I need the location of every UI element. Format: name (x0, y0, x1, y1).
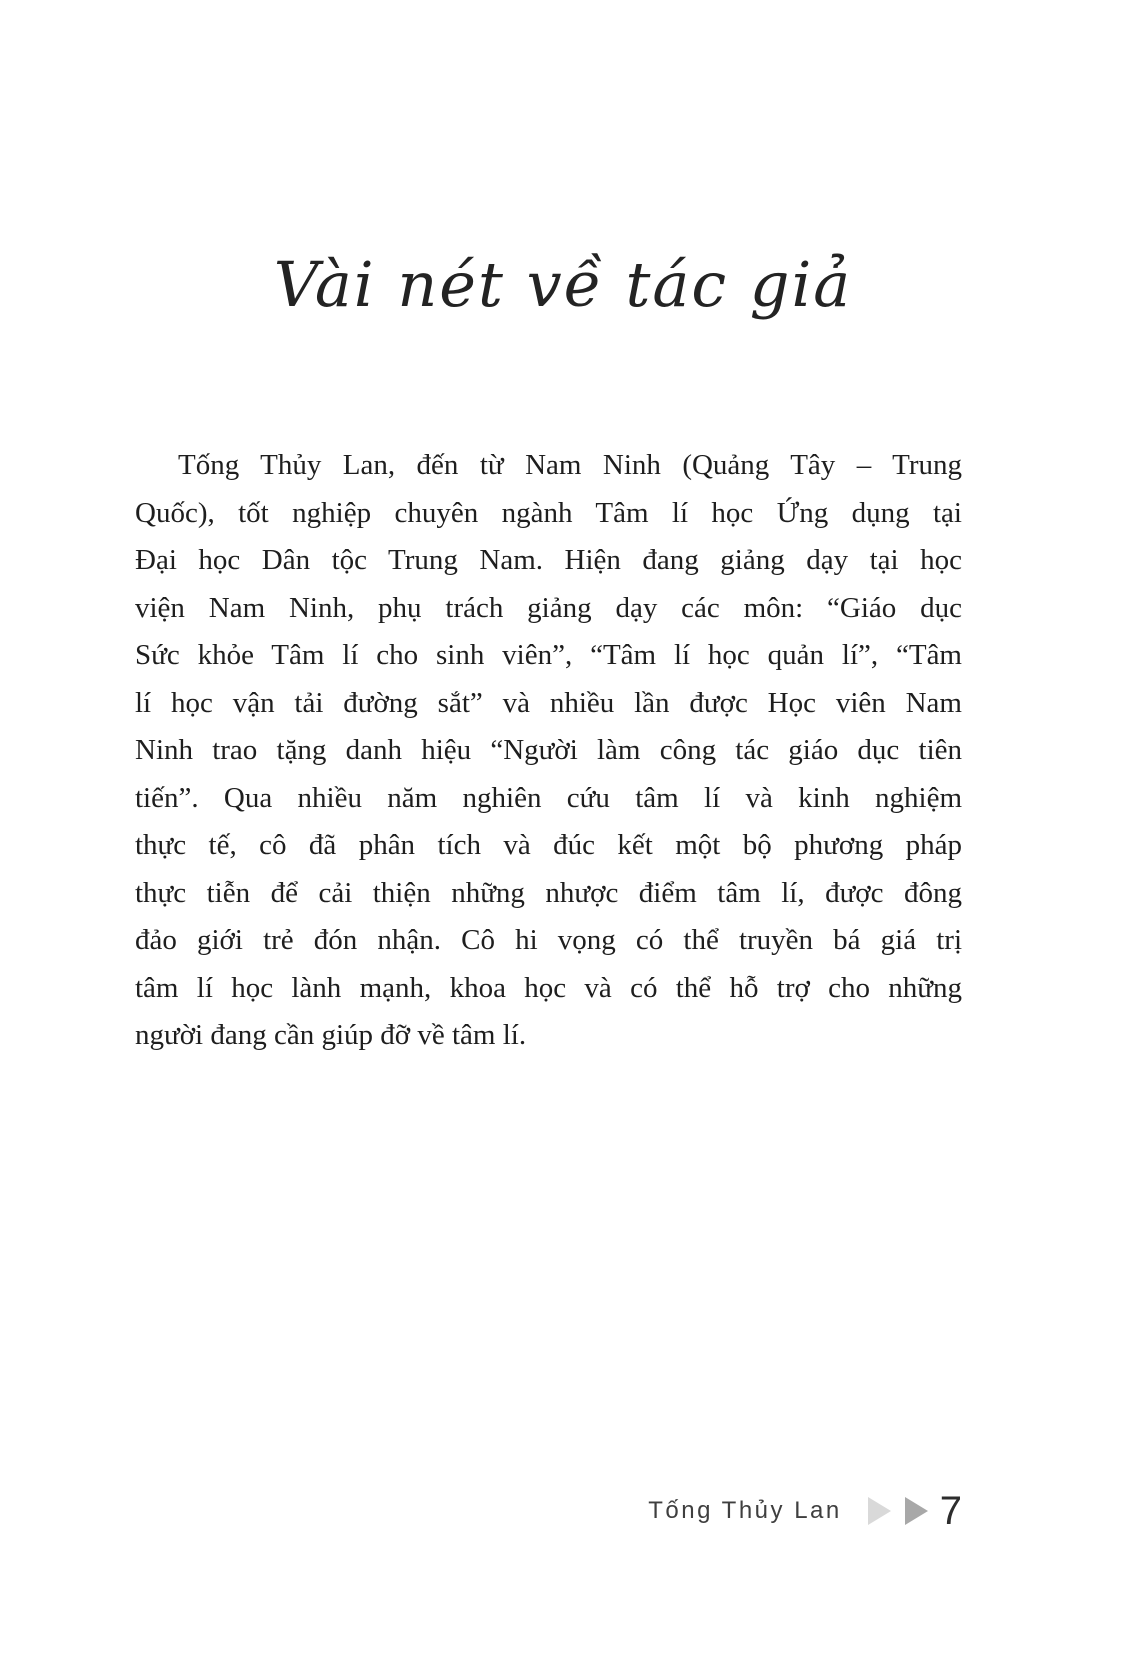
page-number: 7 (939, 1489, 962, 1533)
paragraph-line: tiến”. Qua nhiều năm nghiên cứu tâm lí và kinh nghiệm (135, 781, 962, 814)
paragraph-line: Đại học Dân tộc Trung Nam. Hiện đang giảng dạy tại học (135, 544, 962, 576)
footer-author-name: Tống Thủy Lan (648, 1497, 842, 1524)
triangle-right-icon (868, 1497, 891, 1525)
page-footer (648, 1488, 962, 1534)
paragraph-line: viện Nam Ninh, phụ trách giảng dạy các môn: “Giáo dục (135, 591, 962, 624)
paragraph-line: tâm lí học lành mạnh, khoa học và có thể hỗ trợ cho những (135, 971, 962, 1004)
paragraph-line: đảo giới trẻ đón nhận. Cô hi vọng có thể truyền bá giá trị (135, 924, 962, 956)
paragraph-line: người đang cần giúp đỡ về tâm lí. (135, 1019, 527, 1051)
paragraph-line: lí học vận tải đường sắt” và nhiều lần được Học viên Nam (135, 686, 962, 719)
paragraph-line: thực tế, cô đã phân tích và đúc kết một bộ phương pháp (135, 829, 962, 861)
paragraph-line: Quốc), tốt nghiệp chuyên ngành Tâm lí học Ứng dụng tại (135, 496, 962, 529)
paragraph-line: Ninh trao tặng danh hiệu “Người làm công tác giáo dục tiên (135, 734, 962, 766)
paragraph-line: thực tiễn để cải thiện những nhược điểm tâm lí, được đông (135, 876, 962, 909)
paragraph-line: Tống Thủy Lan, đến từ Nam Ninh (Quảng Tây – Trung (178, 449, 962, 481)
triangle-right-icon (905, 1497, 928, 1525)
page-title: Vài nét về tác giả (273, 248, 853, 321)
paragraph-line: Sức khỏe Tâm lí cho sinh viên”, “Tâm lí học quản lí”, “Tâm (135, 639, 962, 671)
footer-column (135, 0, 962, 1662)
